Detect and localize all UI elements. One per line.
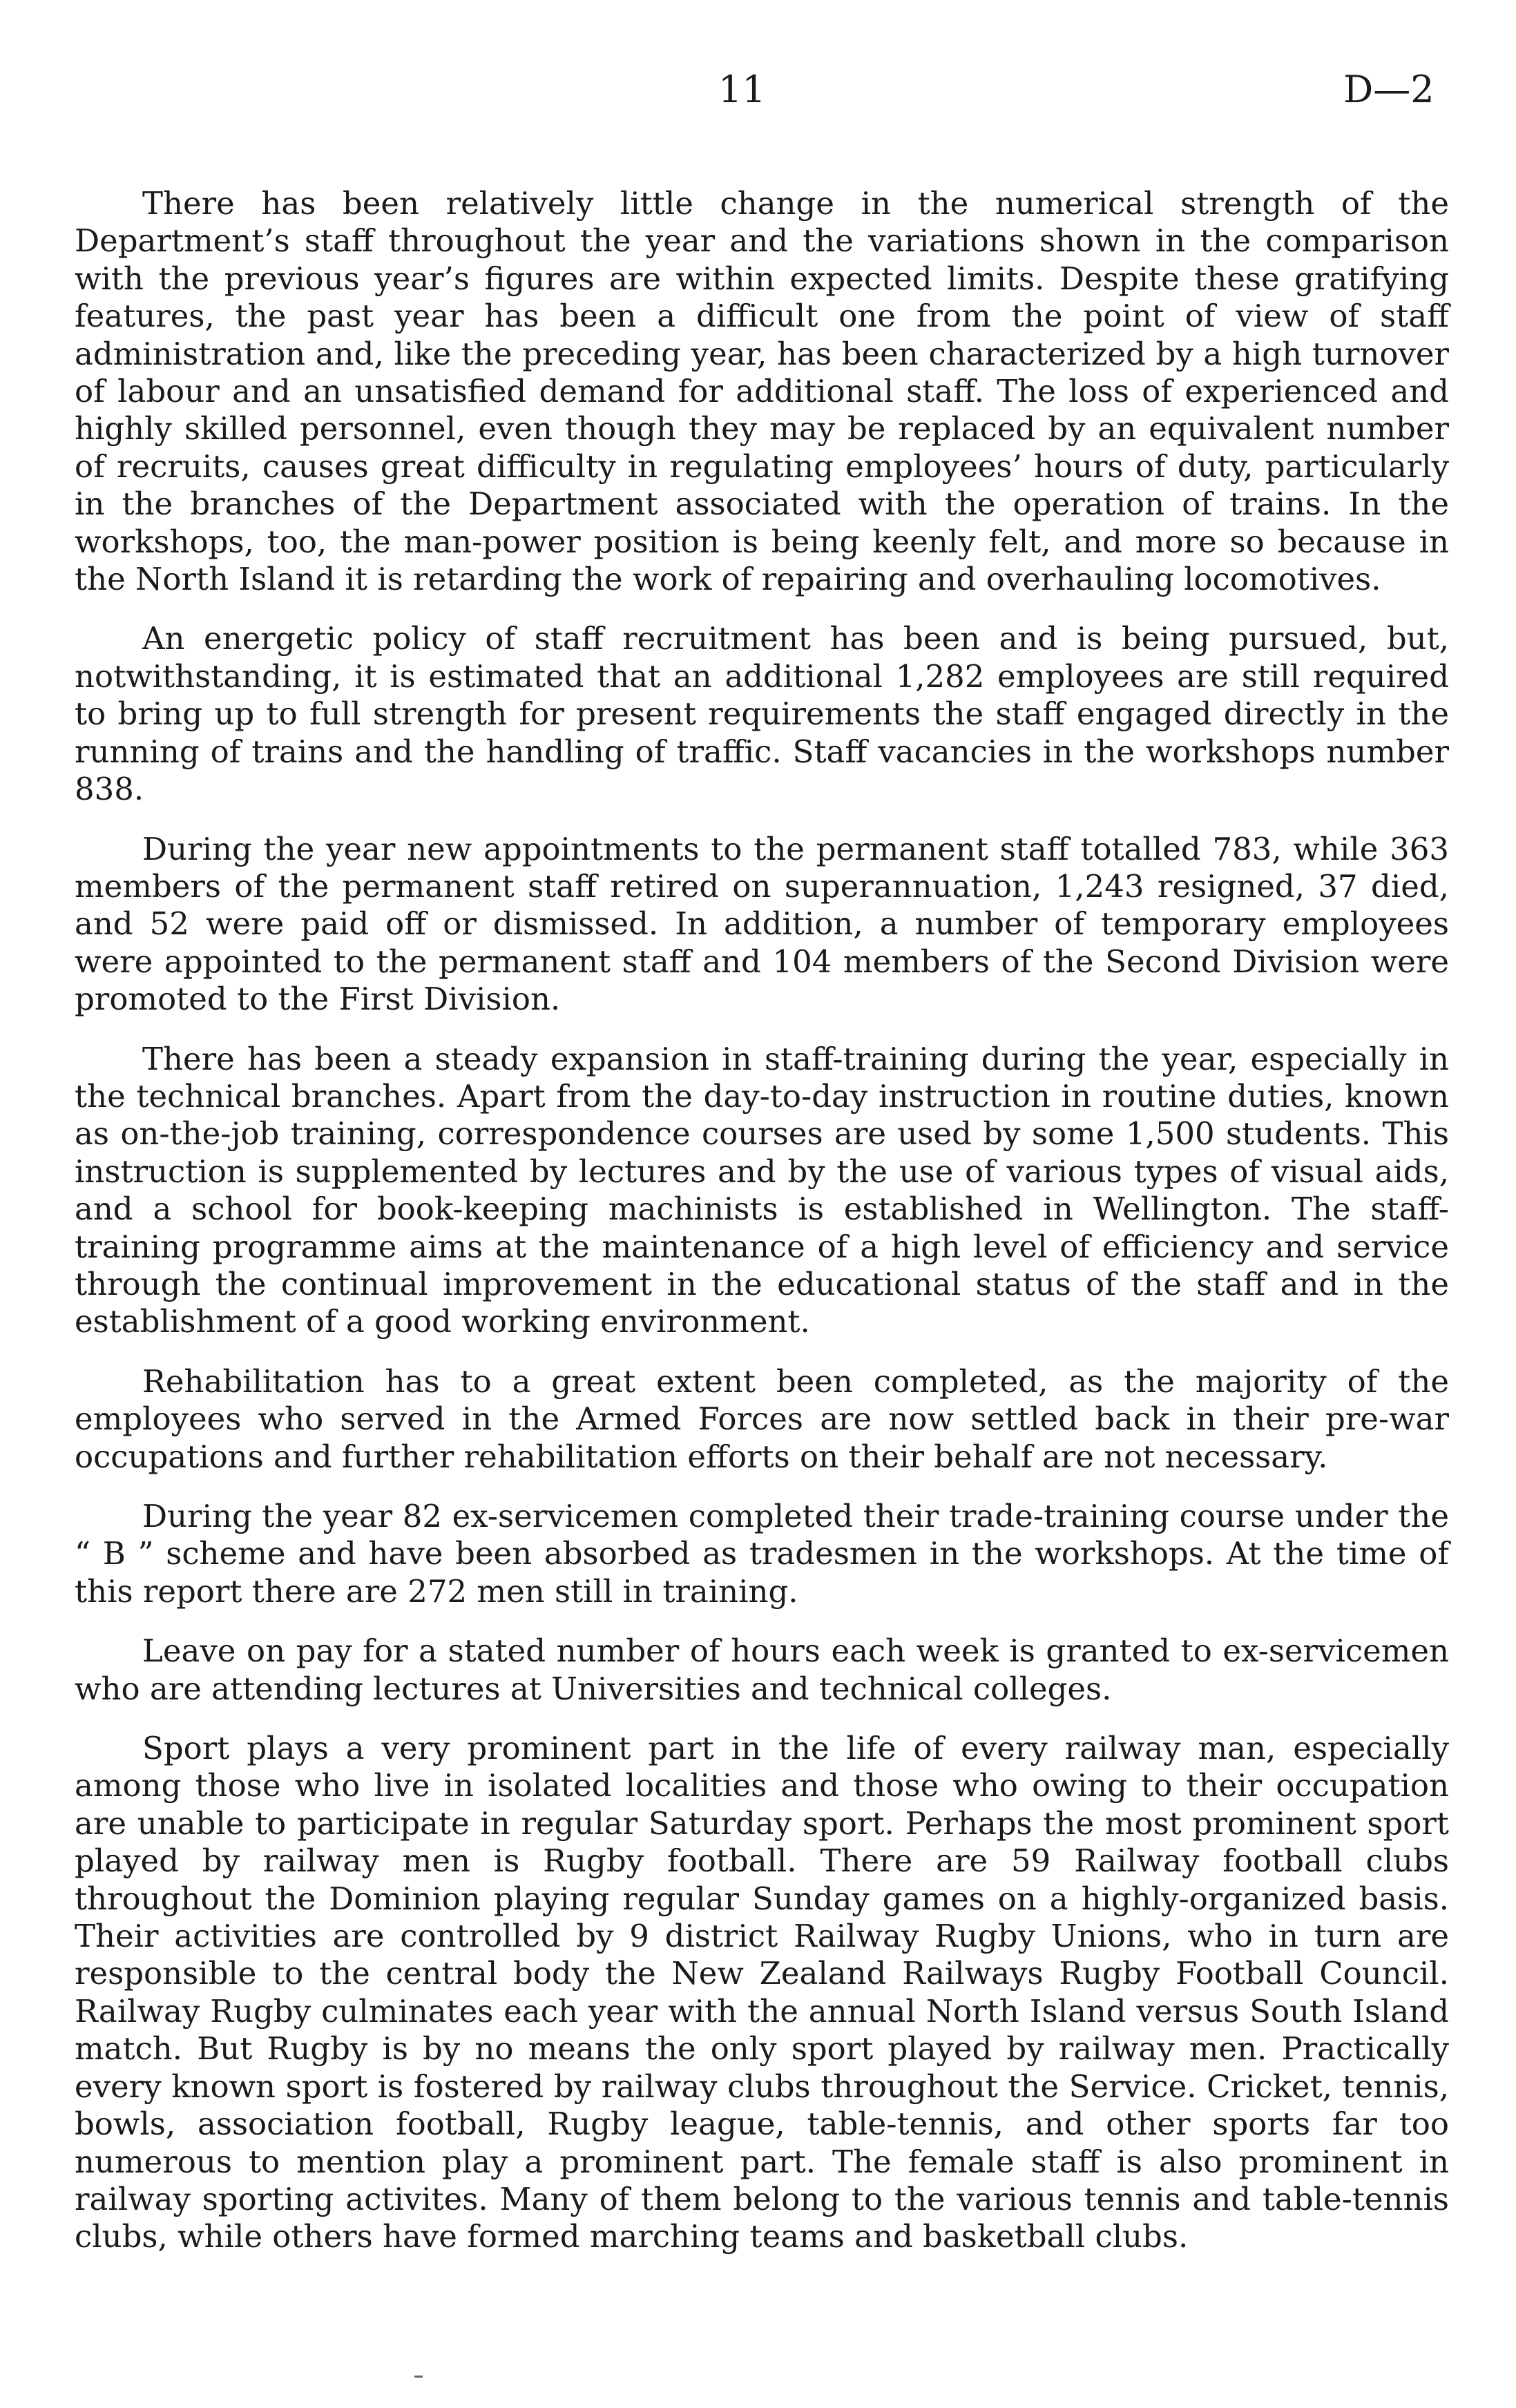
paragraph-leave-on-pay: Leave on pay for a stated number of hours each week is granted to ex-servicemen who are attending lectures at Universities and technical colleges.	[75, 1632, 1449, 1707]
paragraph-ex-servicemen: During the year 82 ex-servicemen completed their trade-training course under the “ B ” scheme and have been absorbed as tradesmen in the workshops. At the time of this report there are 272 men still in training.	[75, 1498, 1449, 1610]
page-header	[0, 66, 1516, 121]
paragraph-appointments: During the year new appointments to the permanent staff totalled 783, while 363 members of the permanent staff retired on superannuation, 1,243 resigned, 37 died, and 52 were paid off or dismissed. In addition, a number of temporary employees were appointed to the permanent staff and 104 members of the Second Division were promoted to the First Division.	[75, 830, 1449, 1018]
page-number: 11	[718, 68, 766, 111]
paragraph-recruitment: An energetic policy of staff recruitment has been and is being pursued, but, notwithstanding, it is estimated that an additional 1,282 employees are still required to bring up to full strength for present requirements the staff engaged directly in the running of trains and the handling of traffic. Staff vacancies in the workshops number 838.	[75, 620, 1449, 808]
paragraph-rehabilitation: Rehabilitation has to a great extent been completed, as the majority of the employees who served in the Armed Forces are now settled back in their pre-war occupations and further rehabilitation efforts on their behalf are not necessary.	[75, 1362, 1449, 1475]
paragraph-sport: Sport plays a very prominent part in the life of every railway man, especially among those who live in isolated localities and those who owing to their occupation are unable to participate in regular Saturday sport. Perhaps the most prominent sport played by railway men is Rugby football. There are 59 Railway football clubs throughout the Dominion playing regular Sunday games on a highly-organized basis. Their activities are controlled by 9 district Railway Rugby Unions, who in turn are responsible to the central body the New Zealand Railways Rugby Football Council. Railway Rugby culminates each year with the annual North Island versus South Island match. But Rugby is by no means the only sport played by railway men. Practically every known sport is fostered by railway clubs throughout the Service. Cricket, tennis, bowls, association football, Rugby league, table-tennis, and other sports far too numerous to mention play a prominent part. The female staff is also prominent in railway sporting activites. Many of them belong to the various tennis and table-tennis clubs, while others have formed marching teams and basketball clubs.	[75, 1730, 1449, 2255]
document-code: D—2	[1343, 68, 1435, 111]
body-text	[75, 185, 1449, 2278]
paragraph-staff-training: There has been a steady expansion in staff-training during the year, especially in the technical branches. Apart from the day-to-day instruction in routine duties, known as on-the-job training, correspondence courses are used by some 1,500 students. This instruction is supplemented by lectures and by the use of various types of visual aids, and a school for book-keeping machinists is established in Wellington. The staff-training programme aims at the maintenance of a high level of efficiency and service through the continual improvement in the educational status of the staff and in the establishment of a good working environment.	[75, 1040, 1449, 1340]
paragraph-staff-strength: There has been relatively little change in the numerical strength of the Department’s staff throughout the year and the variations shown in the comparison with the previous year’s figures are within expected limits. Despite these gratifying features, the past year has been a difficult one from the point of view of staff administration and, like the preceding year, has been characterized by a high turnover of labour and an unsatisfied demand for additional staff. The loss of experienced and highly skilled personnel, even though they may be replaced by an equivalent number of recruits, causes great difficulty in regulating employees’ hours of duty, particularly in the branches of the Department associated with the operation of trains. In the workshops, too, the man-power position is being keenly felt, and more so because in the North Island it is retarding the work of repairing and overhauling locomotives.	[75, 185, 1449, 598]
footer-mark	[414, 2376, 423, 2378]
